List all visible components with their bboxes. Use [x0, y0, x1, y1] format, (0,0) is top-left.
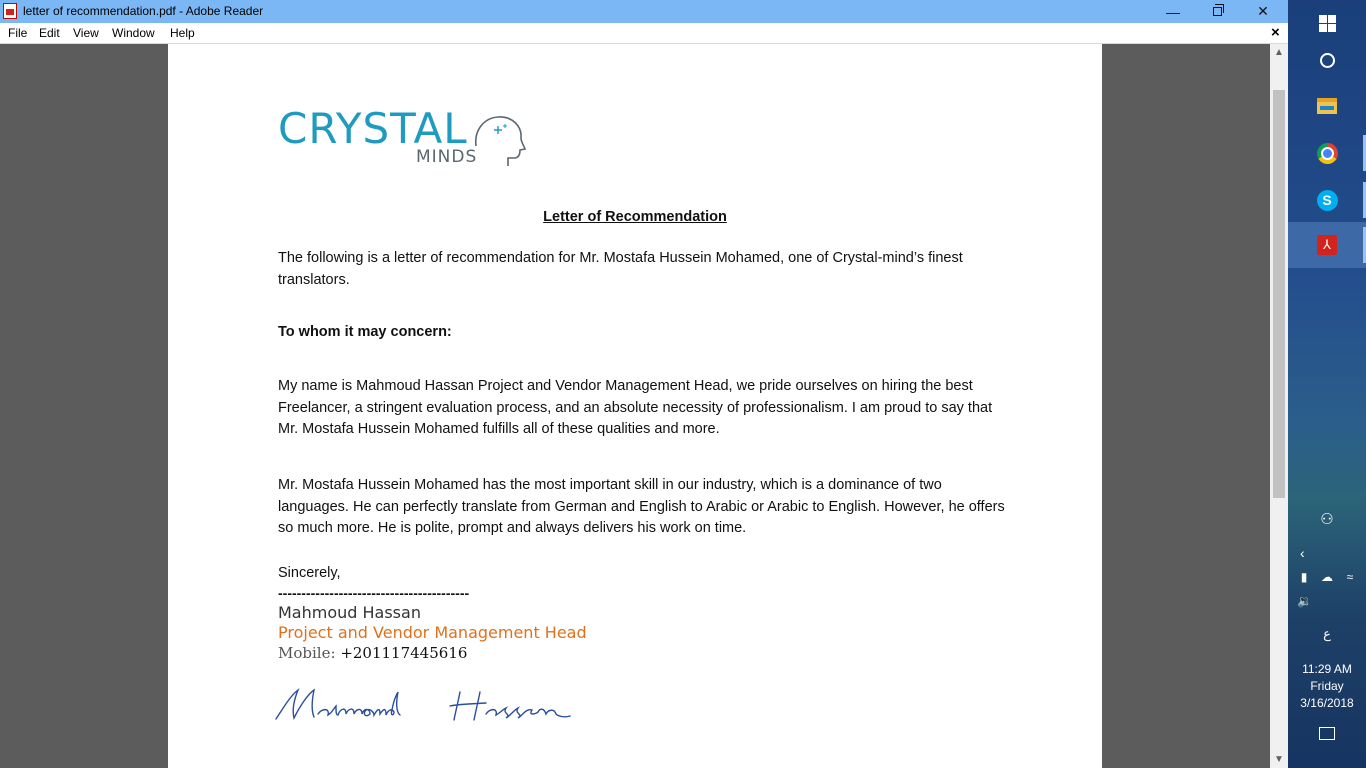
- minimize-icon: —: [1166, 3, 1180, 20]
- intro-paragraph: The following is a letter of recommendation for Mr. Mostafa Hussein Mohamed, one of Crystal-mind’s finest translators.: [278, 250, 963, 288]
- window-title: letter of recommendation.pdf - Adobe Reader: [23, 4, 264, 18]
- clock-time: 11:29 AM: [1302, 662, 1352, 676]
- taskbar-skype[interactable]: [1288, 177, 1366, 223]
- skype-icon: S: [1317, 190, 1338, 211]
- mobile-number: +201117445616: [340, 644, 468, 662]
- svg-text:Mahmoud Hassan: Mahmoud Hassan: [274, 684, 283, 685]
- title-bar: [0, 0, 1288, 23]
- adobe-reader-icon: ⅄: [1317, 235, 1337, 255]
- clock[interactable]: [1288, 661, 1366, 712]
- menu-help[interactable]: Help: [170, 26, 195, 40]
- tray-icons: [1288, 570, 1366, 590]
- show-hidden-icons-chevron-icon[interactable]: ‹: [1300, 545, 1305, 561]
- logo-wordmark-bottom: MINDS: [416, 147, 478, 167]
- input-language-indicator[interactable]: ع: [1323, 626, 1331, 641]
- mobile-label: Mobile:: [278, 644, 336, 662]
- signer-name: Mahmoud Hassan: [278, 603, 421, 622]
- head-profile-icon: [472, 110, 528, 168]
- handwritten-signature: [274, 684, 584, 729]
- signer-mobile: [278, 644, 467, 662]
- search-button[interactable]: [1288, 37, 1366, 83]
- close-icon: ✕: [1257, 3, 1269, 19]
- clock-day: Friday: [1310, 679, 1344, 693]
- wifi-icon[interactable]: ≈: [1346, 570, 1354, 584]
- volume-icon[interactable]: 🔉: [1297, 594, 1312, 608]
- people-icon[interactable]: ⚇: [1320, 511, 1334, 528]
- cortana-icon: [1320, 53, 1335, 68]
- scroll-down-arrow-icon[interactable]: ▼: [1274, 754, 1284, 765]
- taskbar-chrome[interactable]: [1288, 130, 1366, 176]
- salutation: To whom it may concern:: [278, 324, 452, 340]
- menu-view[interactable]: View: [73, 26, 99, 40]
- chrome-icon: [1317, 143, 1338, 164]
- logo-wordmark-top: CRYSTAL: [278, 104, 468, 153]
- menu-edit[interactable]: Edit: [39, 26, 60, 40]
- company-logo: [278, 104, 538, 174]
- onedrive-cloud-icon[interactable]: ☁: [1321, 570, 1333, 584]
- taskbar-file-explorer[interactable]: [1288, 83, 1366, 129]
- close-document-button[interactable]: ×: [1271, 24, 1280, 41]
- vertical-scrollbar[interactable]: [1270, 44, 1288, 768]
- menu-bar: [0, 23, 1288, 44]
- body-paragraph-2: Mr. Mostafa Hussein Mohamed has the most important skill in our industry, which is a dominance of two languages. He can perfectly translate from German and English to Arabic or Arabic to English. However, he offers so much more. He is polite, prompt and always delivers his work on time.: [278, 477, 1005, 536]
- close-button[interactable]: [1240, 0, 1286, 23]
- notification-icon: [1319, 727, 1335, 740]
- signature-divider: -----------------------------------------: [278, 585, 470, 601]
- clock-date: 3/16/2018: [1300, 696, 1354, 710]
- closing: Sincerely,: [278, 565, 341, 581]
- taskbar-adobe-reader[interactable]: [1288, 222, 1366, 268]
- body-paragraph-1: My name is Mahmoud Hassan Project and Vendor Management Head, we pride ourselves on hiring the best Freelancer, a stringent evaluation process, and an absolute necessity of professionalism. I am proud to say that Mr. Mostafa Hussein Mohamed fulfills all of these qualities and more.: [278, 378, 993, 437]
- pdf-page: [168, 44, 1102, 768]
- signer-role: Project and Vendor Management Head: [278, 623, 587, 642]
- restore-icon: [1213, 7, 1222, 16]
- restore-button[interactable]: [1194, 0, 1240, 23]
- menu-file[interactable]: File: [8, 26, 28, 40]
- document-viewport[interactable]: [0, 44, 1272, 768]
- action-center-button[interactable]: [1288, 727, 1366, 751]
- folder-icon: [1317, 98, 1337, 114]
- battery-icon[interactable]: ▮: [1300, 570, 1308, 584]
- pdf-file-icon: [3, 3, 17, 19]
- scroll-up-arrow-icon[interactable]: ▲: [1274, 47, 1284, 58]
- windows-logo-icon: [1319, 15, 1336, 32]
- menu-window[interactable]: Window: [112, 26, 155, 40]
- scrollbar-thumb[interactable]: [1273, 90, 1285, 498]
- minimize-button[interactable]: [1150, 0, 1196, 23]
- letter-title: Letter of Recommendation: [543, 209, 727, 225]
